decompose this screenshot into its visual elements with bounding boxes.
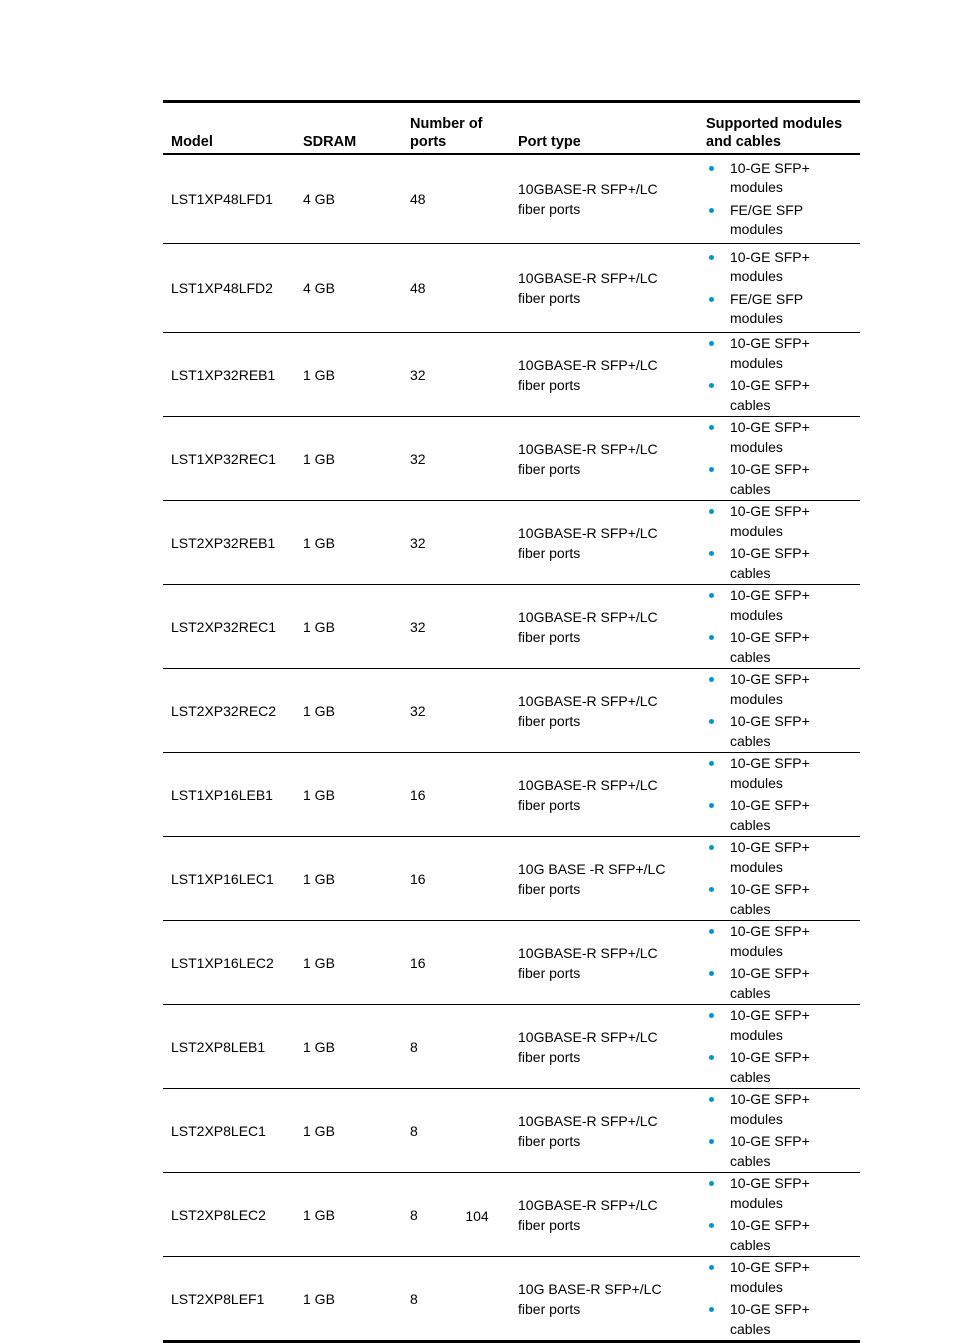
- modules-list: [706, 1258, 854, 1339]
- cell-model: LST1XP32REC1: [163, 417, 295, 501]
- cell-modules: [698, 501, 860, 585]
- cell-port-type: 10GBASE-R SFP+/LC fiber ports: [510, 1173, 698, 1257]
- cell-sdram: 1 GB: [295, 921, 402, 1005]
- table-header-row: [163, 102, 860, 155]
- modules-list: [706, 1090, 854, 1171]
- table-row: [163, 501, 860, 585]
- modules-list: [706, 670, 854, 751]
- cell-modules: [698, 1257, 860, 1342]
- page-number: 104: [465, 1208, 489, 1224]
- cell-ports: 8: [402, 1173, 510, 1257]
- cell-modules: [698, 333, 860, 417]
- module-list-item: 10-GE SFP+ modules: [706, 754, 854, 793]
- header-model: Model: [163, 102, 295, 155]
- table-row: [163, 921, 860, 1005]
- cell-model: LST2XP32REB1: [163, 501, 295, 585]
- cell-modules: [698, 154, 860, 244]
- cell-port-type: 10GBASE-R SFP+/LC fiber ports: [510, 417, 698, 501]
- cell-modules: [698, 1005, 860, 1089]
- cell-sdram: 1 GB: [295, 1005, 402, 1089]
- table-row: [163, 1005, 860, 1089]
- table-body: [163, 154, 860, 1342]
- cell-port-type: 10GBASE-R SFP+/LC fiber ports: [510, 921, 698, 1005]
- cell-model: LST1XP16LEC2: [163, 921, 295, 1005]
- cell-modules: [698, 244, 860, 333]
- modules-list: [706, 586, 854, 667]
- spec-table-container: [163, 100, 860, 1343]
- modules-list: [706, 418, 854, 499]
- cell-port-type: 10G BASE-R SFP+/LC fiber ports: [518, 1280, 662, 1317]
- module-list-item: 10-GE SFP+ modules: [706, 838, 854, 877]
- table-row: [163, 244, 860, 333]
- cell-modules: [698, 837, 860, 921]
- module-list-item: 10-GE SFP+ modules: [706, 159, 854, 198]
- table-row: [163, 1089, 860, 1173]
- cell-sdram: 1 GB: [295, 669, 402, 753]
- module-list-item: 10-GE SFP+ modules: [706, 1174, 854, 1213]
- cell-sdram: 1 GB: [295, 501, 402, 585]
- cell-sdram: 1 GB: [295, 585, 402, 669]
- cell-model: LST2XP8LEF1: [171, 1290, 265, 1307]
- cell-model: LST2XP8LEB1: [163, 1005, 295, 1089]
- modules-list: [706, 334, 854, 415]
- cell-sdram: 1 GB: [295, 1173, 402, 1257]
- header-sdram: SDRAM: [295, 102, 402, 155]
- module-list-item: 10-GE SFP+ cables: [706, 1048, 854, 1087]
- interface-card-spec-table: [163, 100, 860, 1343]
- modules-list: [706, 922, 854, 1003]
- modules-list: [706, 502, 854, 583]
- module-list-item: 10-GE SFP+ cables: [706, 376, 854, 415]
- module-list-item: 10-GE SFP+ modules: [706, 1090, 854, 1129]
- cell-port-type: 10GBASE-R SFP+/LC fiber ports: [510, 753, 698, 837]
- cell-model: LST1XP48LFD1: [163, 154, 295, 244]
- module-list-item: FE/GE SFP modules: [706, 201, 854, 240]
- cell-model: LST2XP8LEC2: [163, 1173, 295, 1257]
- module-list-item: 10-GE SFP+ modules: [706, 502, 854, 541]
- module-list-item: 10-GE SFP+ modules: [706, 1006, 854, 1045]
- module-list-item: 10-GE SFP+ cables: [706, 628, 854, 667]
- table-row: [163, 333, 860, 417]
- cell-sdram: 1 GB: [295, 1089, 402, 1173]
- cell-model: LST1XP48LFD2: [163, 244, 295, 333]
- module-list-item: 10-GE SFP+ cables: [706, 880, 854, 919]
- cell-modules: [698, 417, 860, 501]
- cell-modules: [698, 1089, 860, 1173]
- table-row: [163, 417, 860, 501]
- module-list-item: 10-GE SFP+ cables: [706, 1216, 854, 1255]
- modules-list: [706, 248, 854, 329]
- module-list-item: 10-GE SFP+ modules: [706, 586, 854, 625]
- module-list-item: 10-GE SFP+ cables: [706, 796, 854, 835]
- table-row: [163, 154, 860, 244]
- cell-ports: 32: [402, 501, 510, 585]
- module-list-item: 10-GE SFP+ cables: [706, 1300, 854, 1339]
- cell-model: LST2XP32REC2: [163, 669, 295, 753]
- cell-port-type: 10GBASE-R SFP+/LC fiber ports: [510, 669, 698, 753]
- module-list-item: 10-GE SFP+ modules: [706, 922, 854, 961]
- cell-ports: 32: [402, 417, 510, 501]
- cell-ports: 32: [402, 669, 510, 753]
- modules-list: [706, 159, 854, 240]
- module-list-item: FE/GE SFP modules: [706, 290, 854, 329]
- table-row: [163, 837, 860, 921]
- cell-ports: 8: [402, 1089, 510, 1173]
- module-list-item: 10-GE SFP+ cables: [706, 964, 854, 1003]
- module-list-item: 10-GE SFP+ modules: [706, 248, 854, 287]
- modules-list: [706, 838, 854, 919]
- cell-sdram: 4 GB: [295, 244, 402, 333]
- cell-model: LST2XP8LEC1: [163, 1089, 295, 1173]
- cell-port-type: 10GBASE-R SFP+/LC fiber ports: [510, 244, 698, 333]
- cell-modules: [698, 753, 860, 837]
- module-list-item: 10-GE SFP+ cables: [706, 1132, 854, 1171]
- cell-ports: 8: [402, 1005, 510, 1089]
- cell-ports: 16: [402, 921, 510, 1005]
- cell-model: LST1XP16LEB1: [163, 753, 295, 837]
- cell-port-type: 10GBASE-R SFP+/LC fiber ports: [510, 501, 698, 585]
- cell-port-type: 10GBASE-R SFP+/LC fiber ports: [510, 333, 698, 417]
- cell-port-type: 10GBASE-R SFP+/LC fiber ports: [510, 585, 698, 669]
- table-row: [163, 753, 860, 837]
- cell-ports: 16: [402, 753, 510, 837]
- cell-sdram: 1 GB: [303, 1290, 335, 1307]
- module-list-item: 10-GE SFP+ cables: [706, 712, 854, 751]
- cell-ports: 48: [402, 244, 510, 333]
- cell-sdram: 1 GB: [295, 753, 402, 837]
- cell-ports: 48: [402, 154, 510, 244]
- header-ports: Number of ports: [402, 102, 510, 155]
- cell-port-type: 10GBASE-R SFP+/LC fiber ports: [510, 1089, 698, 1173]
- cell-modules: [698, 669, 860, 753]
- cell-sdram: 1 GB: [295, 837, 402, 921]
- modules-list: [706, 1006, 854, 1087]
- table-row: [163, 669, 860, 753]
- cell-sdram: 4 GB: [295, 154, 402, 244]
- module-list-item: 10-GE SFP+ modules: [706, 418, 854, 457]
- cell-modules: [698, 585, 860, 669]
- cell-ports: 8: [410, 1290, 418, 1307]
- cell-model: LST2XP32REC1: [163, 585, 295, 669]
- cell-sdram: 1 GB: [295, 417, 402, 501]
- cell-model: LST1XP32REB1: [163, 333, 295, 417]
- module-list-item: 10-GE SFP+ modules: [706, 670, 854, 709]
- module-list-item: 10-GE SFP+ cables: [706, 460, 854, 499]
- cell-sdram: 1 GB: [295, 333, 402, 417]
- cell-port-type: 10GBASE-R SFP+/LC fiber ports: [510, 154, 698, 244]
- cell-modules: [698, 921, 860, 1005]
- module-list-item: 10-GE SFP+ modules: [706, 334, 854, 373]
- module-list-item: 10-GE SFP+ cables: [706, 544, 854, 583]
- cell-port-type: 10G BASE -R SFP+/LC fiber ports: [510, 837, 698, 921]
- cell-ports: 32: [402, 333, 510, 417]
- cell-port-type: 10GBASE-R SFP+/LC fiber ports: [510, 1005, 698, 1089]
- cell-ports: 32: [402, 585, 510, 669]
- table-row: [163, 1257, 860, 1342]
- header-port-type: Port type: [510, 102, 698, 155]
- modules-list: [706, 754, 854, 835]
- module-list-item: 10-GE SFP+ modules: [706, 1258, 854, 1297]
- table-row: [163, 585, 860, 669]
- cell-model: LST1XP16LEC1: [163, 837, 295, 921]
- header-modules: Supported modules and cables: [698, 102, 860, 155]
- cell-ports: 16: [402, 837, 510, 921]
